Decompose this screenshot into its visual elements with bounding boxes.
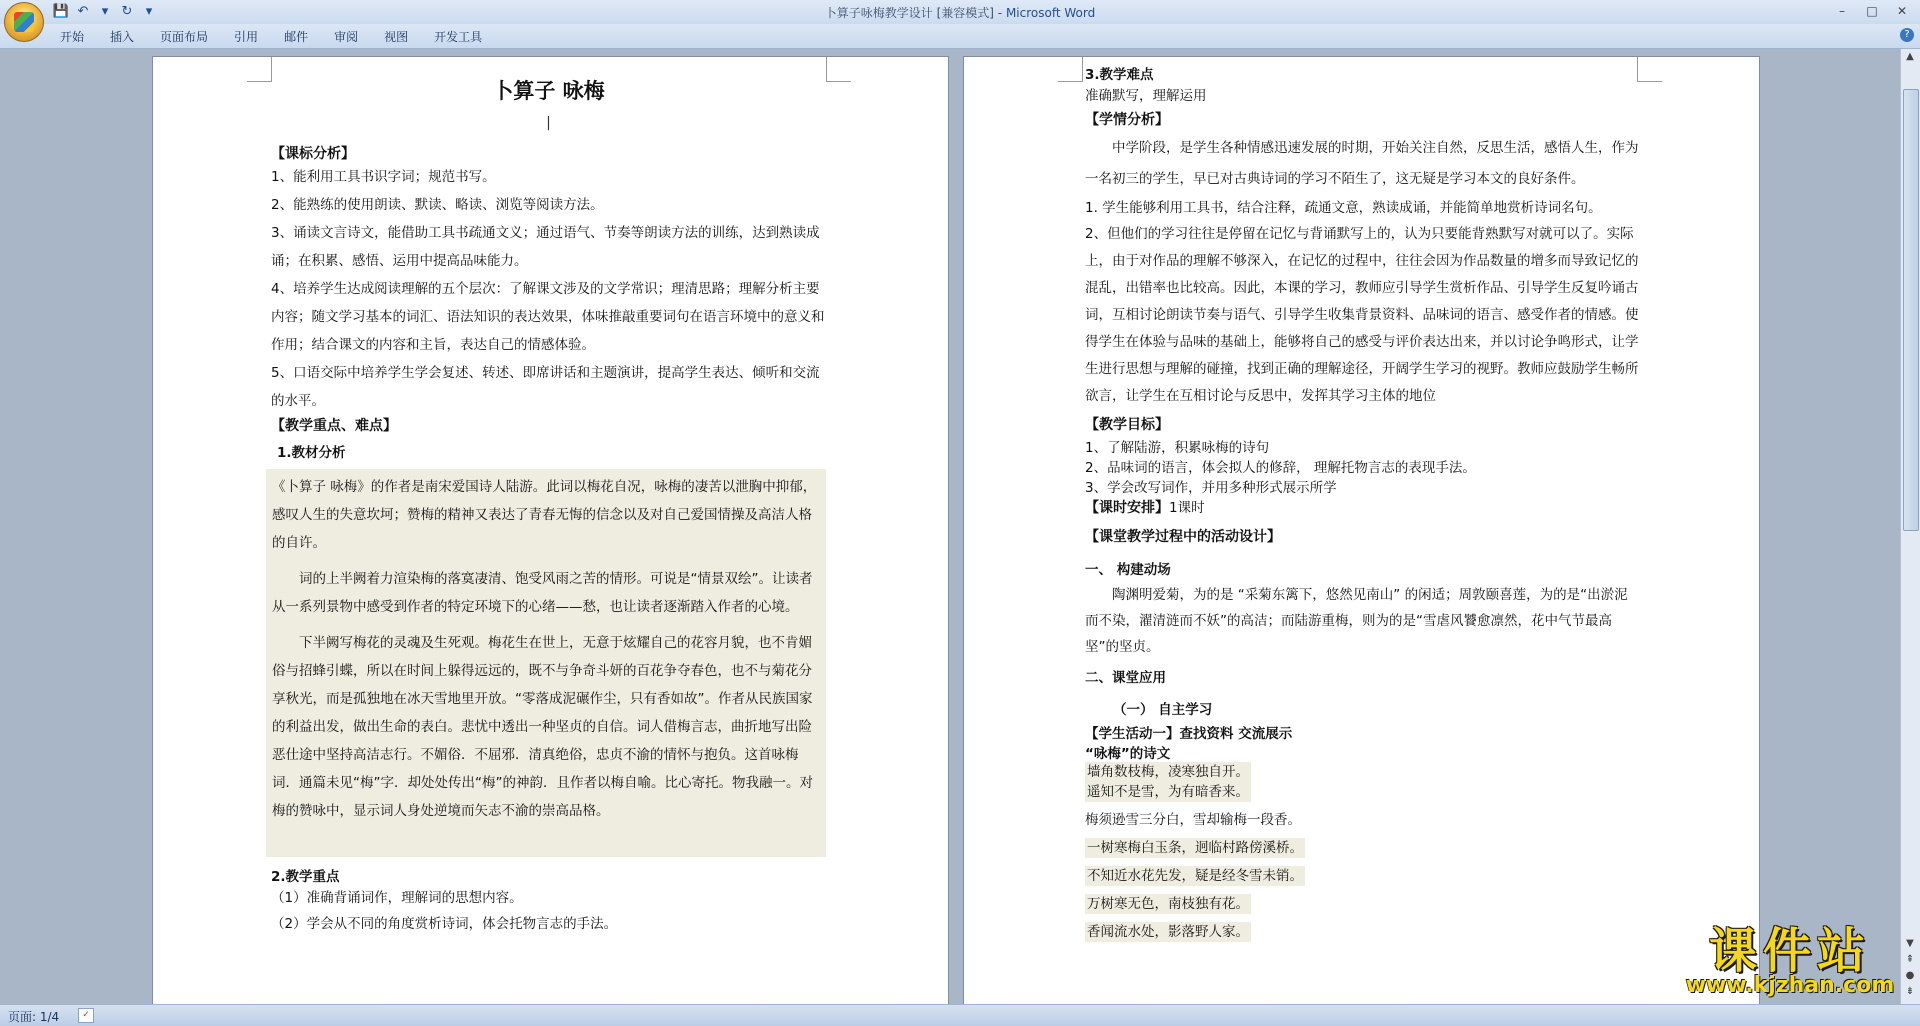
poem-line: 一树寒梅白玉条，迥临村路傍溪桥。 — [1087, 840, 1303, 856]
tab-page-layout[interactable]: 页面布局 — [160, 30, 209, 44]
document-workspace[interactable] — [0, 49, 1900, 1004]
tab-references[interactable]: 引用 — [234, 30, 259, 44]
document-name: 卜算子咏梅教学设计 [兼容模式] — [824, 6, 994, 20]
tab-mailings[interactable]: 邮件 — [284, 30, 309, 44]
title-bar — [0, 0, 1920, 25]
section-heading: 【课时安排】 — [1085, 500, 1169, 516]
text-cursor: | — [546, 115, 551, 131]
list-item: 3、诵读文言诗文，能借助工具书疏通文义；通过语气、节奏等朗读方法的训练，达到熟读成诵；在积累、感悟、运用中提高品味能力。 — [271, 225, 820, 269]
list-item: 1、能利用工具书识字词；规范书写。 — [271, 169, 496, 185]
help-icon[interactable]: ? — [1900, 28, 1914, 42]
activity-heading: 【学生活动一】查找资料 交流展示 — [1085, 726, 1293, 742]
poem-line: 墙角数枝梅，凌寒独自开。 — [1087, 764, 1249, 780]
office-button[interactable] — [4, 2, 44, 42]
status-bar — [0, 1004, 1920, 1026]
section-heading: 【教学重点、难点】 — [271, 418, 397, 434]
tab-view[interactable]: 视图 — [384, 30, 409, 44]
proofing-icon[interactable]: ✓ — [78, 1008, 94, 1023]
paragraph: 陶渊明爱菊，为的是 “采菊东篱下，悠然见南山” 的闲适；周敦颐喜莲，为的是“出淤泥而不染，濯清涟而不妖”的高洁；而陆游重梅，则为的是“雪虐风饕愈凛然，花中气节最高坚”的坚贞。 — [1085, 587, 1628, 655]
crop-mark — [1637, 57, 1662, 82]
shaded-paragraphs — [266, 469, 826, 857]
window-controls — [1832, 3, 1912, 19]
document-page-1[interactable] — [152, 56, 949, 1004]
app-name: Microsoft Word — [1005, 6, 1096, 20]
undo-dropdown-icon[interactable]: ▾ — [101, 4, 109, 19]
scroll-down-icon[interactable]: ▼ — [1906, 938, 1914, 949]
step-heading: 二、课堂应用 — [1085, 670, 1166, 686]
scrollbar-thumb[interactable] — [1903, 89, 1919, 531]
list-item: 5、口语交际中培养学生学会复述、转述、即席讲话和主题演讲，提高学生表达、倾听和交流的水平。 — [271, 365, 820, 409]
subsection-heading: 2.教学重点 — [271, 869, 340, 885]
watermark-logo — [1670, 925, 1910, 998]
window-title: 卜算子咏梅教学设计 [兼容模式] - Microsoft Word — [824, 6, 1096, 20]
list-item: 1、了解陆游，积累咏梅的诗句 — [1085, 440, 1270, 456]
minimize-icon[interactable]: – — [1839, 4, 1845, 18]
poem-heading: “咏梅”的诗文 — [1085, 746, 1171, 762]
poem-line: 不知近水花先发，疑是经冬雪未销。 — [1087, 868, 1303, 884]
ribbon-tab-bar — [0, 24, 1920, 49]
poem-line: 万树寒无色，南枝独有花。 — [1087, 896, 1249, 912]
tab-developer[interactable]: 开发工具 — [434, 30, 483, 44]
section-heading: 【教学目标】 — [1085, 417, 1169, 433]
poem-line: 梅须逊雪三分白，雪却输梅一段香。 — [1085, 812, 1301, 828]
section-heading: 【学情分析】 — [1085, 112, 1169, 128]
save-icon[interactable]: 💾 — [52, 4, 70, 19]
vertical-scrollbar[interactable] — [1900, 49, 1920, 1004]
list-item: 4、培养学生达成阅读理解的五个层次：了解课文涉及的文学常识；理清思路；理解分析主要内容；随文学习基本的词汇、语法知识的表达效果，体味推敲重要词句在语言环境中的意义和作用；结合课文的内容和主旨，表达自己的情感体验。 — [271, 281, 825, 353]
watermark-name: 课件站 — [1708, 923, 1871, 979]
list-item: 2、能熟练的使用朗读、默读、略读、浏览等阅读方法。 — [271, 197, 604, 213]
crop-mark — [247, 57, 272, 82]
tab-insert[interactable]: 插入 — [110, 30, 135, 44]
paragraph: 准确默写，理解运用 — [1085, 88, 1207, 104]
crop-mark — [826, 57, 851, 82]
paragraph: 下半阙写梅花的灵魂及生死观。梅花生在世上，无意于炫耀自己的花容月貌，也不肯媚俗与招蜂引蝶，所以在时间上躲得远远的，既不与争奇斗妍的百花争夺春色，也不与菊花分享秋光，而是孤独地在冰天雪地里开放。“零落成泥碾作尘，只有香如故”。作者从民族国家的利益出发，做出生命的表白。悲忧中透出一种坚贞的自信。词人借梅言志，曲折地写出险恶仕途中坚持高洁志行。不媚俗．不屈邪．清真绝俗，忠贞不渝的情怀与抱负。这首咏梅词．通篇未见“梅”字．却处处传出“梅”的神韵．且作者以梅自喻。比心寄托。物我融一。对梅的赞咏中，显示词人身处逆境而矢志不渝的崇高品格。 — [272, 635, 813, 819]
previous-page-icon[interactable]: ⇞ — [1905, 954, 1915, 965]
section-heading: 【课堂教学过程中的活动设计】 — [1085, 529, 1281, 545]
section-heading: 【课标分析】 — [271, 146, 355, 162]
list-item: 2、但他们的学习往往是停留在记忆与背诵默写上的，认为只要能背熟默写对就可以了。实际上，由于对作品的理解不够深入，在记忆的过程中，往往会因为作品数量的增多而导致记忆的混乱，出错率也比较高。因此，本课的学习，教师应引导学生赏析作品、引导学生反复吟诵古词，互相讨论朗读节奏与语气、引导学生收集背景资料、品味词的语言、感受作者的情感。使得学生在体验与品味的基础上，能够将自己的感受与评价表达出来，并以讨论争鸣形式，让学生进行思想与理解的碰撞，找到正确的理解途径，开阔学生学习的视野。教师应鼓励学生畅所欲言，让学生在互相讨论与反思中，发挥其学习主体的地位 — [1085, 226, 1639, 404]
list-item: 1. 学生能够利用工具书，结合注释，疏通文意，熟读成诵，并能简单地赏析诗词名句。 — [1085, 200, 1602, 216]
step-heading: 一、 构建动场 — [1085, 562, 1171, 578]
maximize-icon[interactable]: □ — [1866, 4, 1878, 18]
paragraph: 《卜算子 咏梅》的作者是南宋爱国诗人陆游。此词以梅花自况，咏梅的凄苦以泄胸中抑郁，感叹人生的失意坎坷；赞梅的精神又表达了青春无悔的信念以及对自己爱国情操及高洁人格的自许。 — [272, 479, 817, 551]
paragraph: 词的上半阙着力渲染梅的落寞凄清、饱受风雨之苦的情形。可说是“情景双绘”。让读者从一系列景物中感受到作者的特定环境下的心绪——愁，也让读者逐渐踏入作者的心境。 — [272, 571, 813, 615]
poem-line: 遥知不是雪，为有暗香来。 — [1087, 784, 1249, 800]
office-logo-icon — [14, 12, 34, 32]
customize-qat-icon[interactable]: ▾ — [145, 4, 153, 19]
subsection-heading: （一） 自主学习 — [1113, 702, 1213, 718]
document-title: 卜算子 咏梅 — [492, 78, 605, 103]
list-item: （1）准确背诵词作，理解词的思想内容。 — [271, 890, 523, 906]
subsection-heading: 3.教学难点 — [1085, 67, 1154, 83]
page-count[interactable]: 页面: 1/4 — [8, 1010, 60, 1024]
browse-object-icon[interactable]: ● — [1905, 970, 1915, 981]
paragraph: 中学阶段，是学生各种情感迅速发展的时期，开始关注自然，反思生活，感悟人生，作为一名初三的学生，早已对古典诗词的学习不陌生了，这无疑是学习本文的良好条件。 — [1085, 140, 1639, 187]
undo-icon[interactable]: ↶ — [77, 4, 89, 19]
tab-review[interactable]: 审阅 — [334, 30, 359, 44]
list-item: 2、品味词的语言，体会拟人的修辞， 理解托物言志的表现手法。 — [1085, 460, 1476, 476]
lesson-count: 1课时 — [1169, 500, 1205, 516]
list-item: （2）学会从不同的角度赏析诗词，体会托物言志的手法。 — [271, 916, 618, 932]
list-item: 3、学会改写词作，并用多种形式展示所学 — [1085, 480, 1337, 496]
watermark-url: www.kjzhan.com — [1685, 973, 1895, 998]
subsection-heading: 1.教材分析 — [277, 445, 346, 461]
close-icon[interactable]: ✕ — [1896, 4, 1908, 18]
poem-line: 香闻流水处，影落野人家。 — [1087, 924, 1249, 940]
tab-home[interactable]: 开始 — [60, 30, 85, 44]
next-page-icon[interactable]: ⇟ — [1905, 986, 1915, 997]
scroll-up-icon[interactable]: ▲ — [1906, 51, 1914, 62]
crop-mark — [1058, 57, 1083, 82]
document-page-2[interactable] — [963, 56, 1760, 1004]
redo-icon[interactable]: ↻ — [121, 4, 133, 19]
